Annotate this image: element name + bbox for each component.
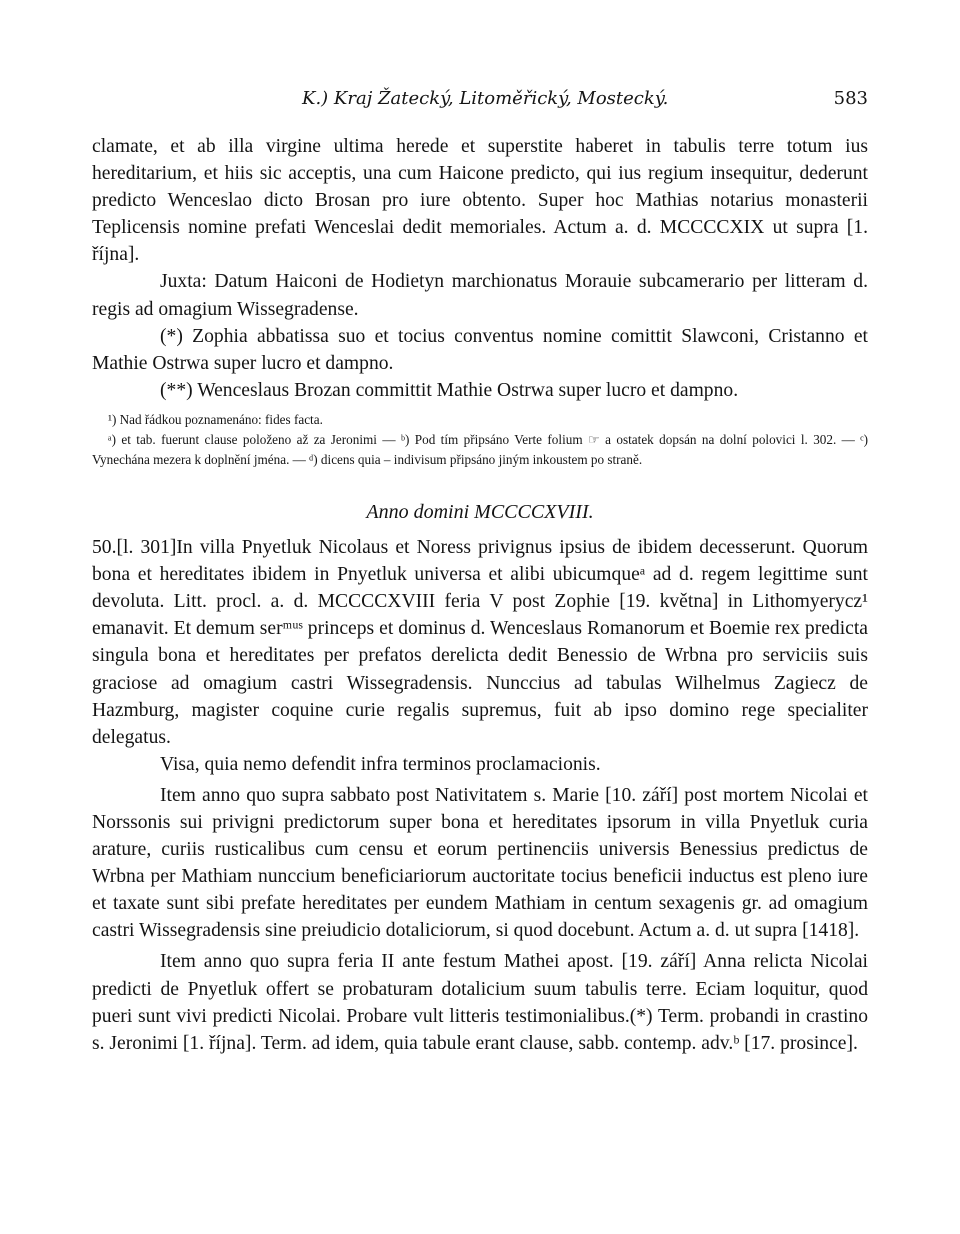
paragraph: Item anno quo supra sabbato post Nativitatem s. Marie [10. září] post mortem Nicolai et Norssonis sui privigni predictorum super bona et hereditates ipsorum in villa Pnyetluk curia arature, curiis rusticalibus cum censu et eorum pertinenciis universis Benessius predictus de Wrbna per Mathiam nunccium beneficiariorum auctoritate tocius beneficii inductus est pleno iure et taxate sunt sibi prefate hereditates per eundem Mathiam in centum sexagenis gr. ad omagium castri Wissegradensis sine preiudicio dotaliciorum, si quod docebunt. Actum a. d. ut supra [1418].: [92, 784, 868, 942]
paragraph: (*) Zophia abbatissa suo et tocius conventus nomine comittit Slawconi, Cristanno et Mathie Ostrwa super lucro et dampno.: [92, 325, 868, 374]
page-body: [92, 133, 868, 1057]
paragraph: clamate, et ab illa virgine ultima herede et superstite haberet in tabulis terre totum ius hereditarium, et hiis sic acceptis, una cum Haicone predicto, qui ius regium insequitur, dederunt predicto Wenceslao dicto Brosan pro iure obtento. Super hoc Mathias notarius monasterii Teplicensis nomine prefati Wenceslai dedit memoriales. Actum a. d. MCCCCXIX ut supra [1. října].: [92, 136, 868, 266]
header-title: K.) Kraj Žatecký, Litoměřický, Mostecký.: [302, 88, 669, 109]
footnotes: [92, 410, 868, 470]
paragraph: Juxta: Datum Haiconi de Hodietyn marchionatus Morauie subcamerario per litteram d. regis ad omagium Wissegradense.: [92, 271, 868, 320]
entry-paragraph: 50.[l. 301]In villa Pnyetluk Nicolaus et Noress privignus ipsius de ibidem decesserunt. Quorum bona et hereditates ibidem in Pnyetluk universa et alibi ubicumqueᵃ ad d. regem legittime sunt devoluta. Litt. procl. a. d. MCCCCXVIII feria V post Zophie [19. května] in Lithomyerycz¹ emanavit. Et demum serᵐᵘˢ princeps et dominus d. Wenceslaus Romanorum et Boemie rex predicta singula bona et hereditates per prefatos derelicta dedit Benessio de Wrbna pro serviciis suis graciose ad omagium castri Wissegradensis. Nunccius ad tabulas Wilhelmus Zagiecz de Hazmburg, magister coquine curie regalis supremus, fuit ab ipso domino rege specialiter delegatus.: [92, 537, 868, 748]
footnote: ¹) Nad řádkou poznamenáno: fides facta.: [108, 411, 323, 427]
paragraph: Item anno quo supra feria II ante festum Mathei apost. [19. září] Anna relicta Nicolai predicti de Pnyetluk offert se probaturam dotalicium suum tabulis terre. Eciam loquitur, quod pueri sunt vivi predicti Nicolai. Probare vult litteris testimonialibus.(*) Term. probandi in crastino s. Jeronimi [1. října]. Term. ad idem, quia tabule erant clause, sabb. contemp. adv.ᵇ [17. prosince].: [92, 951, 868, 1054]
page-number: 583: [833, 88, 868, 109]
footnote: ᵃ) et tab. fuerunt clause položeno až za Jeronimi — ᵇ) Pod tím připsáno Verte folium ☞ a ostatek dopsán na dolní polovici l. 302. — ᶜ) Vynechána mezera k doplnění jména. — ᵈ) dicens quia – indivisum připsáno jiným inkoustem po straně.: [92, 431, 868, 467]
running-header: [92, 88, 868, 110]
paragraph: Visa, quia nemo defendit infra terminos proclamacionis.: [160, 753, 601, 775]
paragraph: (**) Wenceslaus Brozan committit Mathie Ostrwa super lucro et dampno.: [160, 379, 739, 401]
section-heading: Anno domini MCCCCXVIII.: [366, 500, 594, 523]
